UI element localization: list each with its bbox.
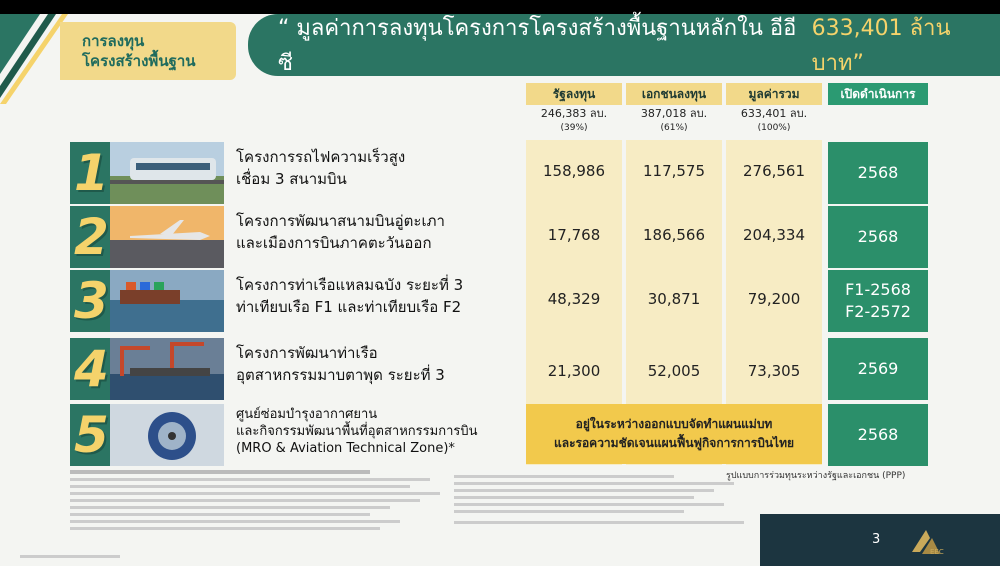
project-line2: เชื่อม 3 สนามบิน <box>236 170 347 188</box>
title-text: “ มูลค่าการลงทุนโครงการโครงสร้างพื้นฐานหลักใน อีอีซี <box>278 16 797 76</box>
project-number: 4 <box>74 340 109 398</box>
project-line1: โครงการพัฒนาสนามบินอู่ตะเภา <box>236 212 445 230</box>
project-row-4 <box>70 338 530 400</box>
project-line1: โครงการรถไฟความเร็วสูง <box>236 148 406 166</box>
project-number: 3 <box>74 272 109 330</box>
total-private <box>626 107 722 135</box>
project-name <box>236 210 536 254</box>
row1-private: 117,575 <box>642 162 706 180</box>
project-line1: ศูนย์ซ่อมบำรุงอากาศยาน <box>236 407 378 422</box>
row2-total: 204,334 <box>742 226 806 244</box>
row3-open-f2: F2-2572 <box>845 302 911 321</box>
ppp-legend: รูปแบบการร่วมทุนระหว่างรัฐและเอกชน (PPP) <box>726 471 906 481</box>
row3-private: 30,871 <box>647 290 701 308</box>
train-photo <box>110 142 224 204</box>
section-badge <box>60 22 236 80</box>
row1-gov: 158,986 <box>542 162 606 180</box>
row5-note-line1: อยู่ในระหว่างออกแบบจัดทำแผนแม่บท <box>575 417 773 431</box>
row4-open-year: 2569 <box>857 359 899 378</box>
project-line2: ท่าเทียบเรือ F1 และท่าเทียบเรือ F2 <box>236 298 462 316</box>
project-row-1 <box>70 142 530 204</box>
project-name <box>236 342 536 386</box>
row2-gov: 17,768 <box>547 226 601 244</box>
row5-open-year: 2568 <box>857 425 899 444</box>
row2-open-year: 2568 <box>857 227 899 246</box>
row1-open-year: 2568 <box>857 163 899 182</box>
project-line1: โครงการท่าเรือแหลมฉบัง ระยะที่ 3 <box>236 276 464 294</box>
project-line3: (MRO & Aviation Technical Zone)* <box>236 441 455 456</box>
aircraft-engine-photo <box>110 404 224 466</box>
row3-open-f1: F1-2568 <box>845 280 911 299</box>
footnotes-right <box>454 475 754 524</box>
row4-open <box>828 338 928 400</box>
row3-gov: 48,329 <box>547 290 601 308</box>
title-amount: 633,401 ล้านบาท” <box>811 16 951 76</box>
row3-open <box>828 270 928 332</box>
page-number: 3 <box>872 532 881 547</box>
logo-text: EEC <box>930 548 944 556</box>
total-gov-value: 246,383 ลบ. <box>540 107 608 120</box>
project-line2: และกิจกรรมพัฒนาพื้นที่อุตสาหกรรมการบิน <box>236 424 478 439</box>
project-number: 5 <box>74 406 109 464</box>
title-banner <box>248 14 1000 76</box>
row2-open <box>828 206 928 268</box>
row2-private: 186,566 <box>642 226 706 244</box>
header-private: เอกชนลงทุน <box>626 83 722 105</box>
industrial-port-photo <box>110 338 224 400</box>
total-gov <box>526 107 622 135</box>
row5-note-line2: และรอความชัดเจนแผนฟื้นฟูกิจการการบินไทย <box>553 436 795 450</box>
project-line2: และเมืองการบินภาคตะวันออก <box>236 234 432 252</box>
row5-status-note <box>526 404 822 464</box>
project-number: 2 <box>74 208 109 266</box>
row4-private: 52,005 <box>647 362 701 380</box>
header-gov: รัฐลงทุน <box>526 83 622 105</box>
project-row-2 <box>70 206 530 268</box>
project-line1: โครงการพัฒนาท่าเรือ <box>236 344 378 362</box>
total-gov-pct: (39%) <box>560 123 588 133</box>
row3-total: 79,200 <box>747 290 801 308</box>
project-line2: อุตสาหกรรมมาบตาพุด ระยะที่ 3 <box>236 366 445 384</box>
port-photo <box>110 270 224 332</box>
project-name <box>236 146 536 190</box>
header-open: เปิดดำเนินการ <box>828 83 928 105</box>
project-name <box>236 406 546 457</box>
total-all-pct: (100%) <box>757 123 791 133</box>
row4-gov: 21,300 <box>547 362 601 380</box>
airport-photo <box>110 206 224 268</box>
row4-total: 73,305 <box>747 362 801 380</box>
badge-line1: การลงทุน <box>82 32 145 50</box>
eec-logo-icon <box>906 524 946 564</box>
project-row-3 <box>70 270 530 332</box>
total-private-value: 387,018 ลบ. <box>640 107 708 120</box>
total-private-pct: (61%) <box>660 123 688 133</box>
row1-total: 276,561 <box>742 162 806 180</box>
header-total: มูลค่ารวม <box>726 83 822 105</box>
project-name <box>236 274 536 318</box>
project-row-5 <box>70 404 530 466</box>
source-note <box>20 555 120 558</box>
project-number: 1 <box>74 144 109 202</box>
row5-open <box>828 404 928 466</box>
total-all-value: 633,401 ลบ. <box>740 107 808 120</box>
total-all <box>726 107 822 135</box>
badge-line2: โครงสร้างพื้นฐาน <box>82 52 196 70</box>
row1-open <box>828 142 928 204</box>
